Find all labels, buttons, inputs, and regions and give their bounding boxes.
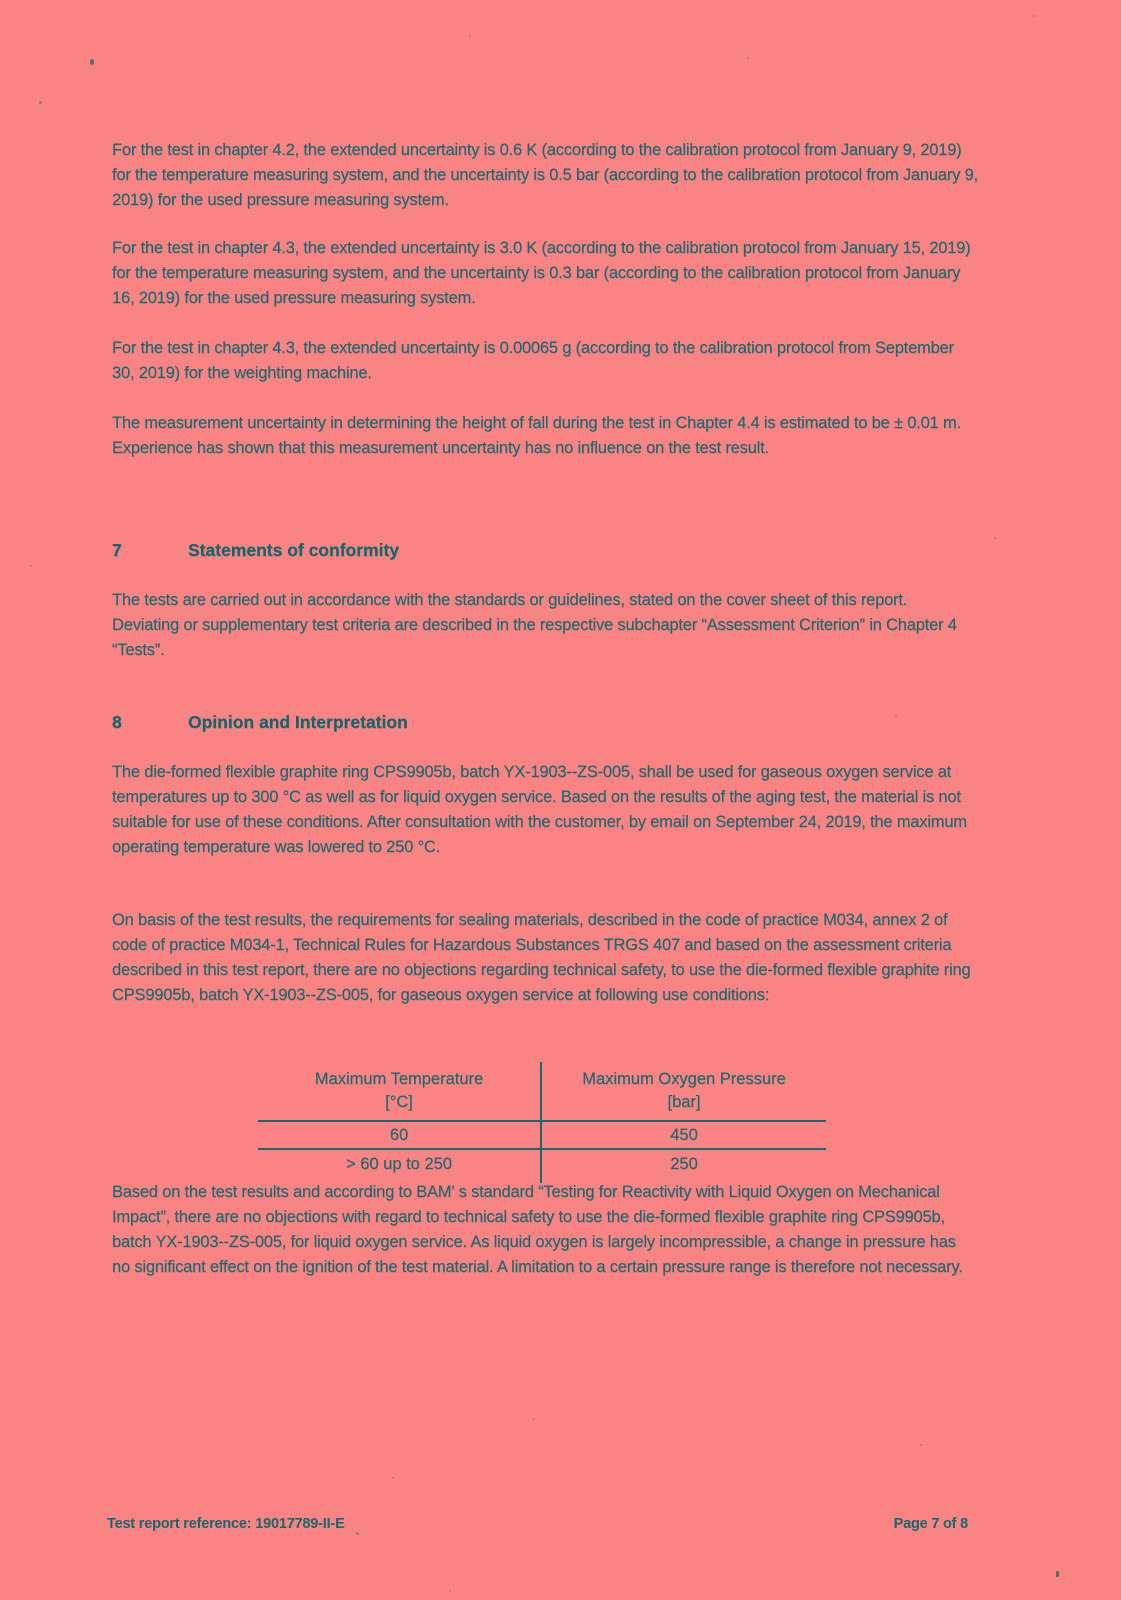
paragraph-statements-of-conformity: The tests are carried out in accordance with the standards or guidelines, stated on the cover sheet of this report. Deviating or supplementary test criteria are described in the respective subchapter “Assessment Criterion” in Chapter 4 “Tests”. [112, 591, 957, 659]
section-number: 8 [112, 712, 122, 732]
paragraph-uncertainty-height-of-fall: The measurement uncertainty in determining the height of fall during the test in Chapter 4.4 is estimated to be ± 0.01 m. Experience has shown that this measurement uncertainty has no influence on the test result. [112, 414, 961, 457]
scan-speck [533, 1418, 535, 1420]
scan-speck [1056, 1571, 1059, 1577]
scan-speck [30, 565, 32, 567]
paragraph-opinion-liquid-oxygen: Based on the test results and according to BAM' s standard “Testing for Reactivity with Liquid Oxygen on Mechanical Impact”, there are no objections with regard to technical safety to use the die-formed flexible graphite ring CPS9905b, batch YX-1903--ZS-005, for liquid oxygen service. As liquid oxygen is largely incompressible, a change in pressure has no significant effect on the ignition of the test material. A limitation to a certain pressure range is therefore not necessary. [112, 1183, 963, 1276]
scan-speck [449, 1590, 451, 1592]
table-header-label: Maximum Temperature [314, 1070, 484, 1088]
use-conditions-table [258, 1062, 826, 1183]
paragraph-uncertainty-chapter-4-3-temperature: For the test in chapter 4.3, the extended uncertainty is 3.0 K (according to the calibration protocol from January 15, 2019) for the temperature measuring system, and the uncertainty is 0.3 bar (according to the calibration protocol from January 16, 2019) for the used pressure measuring system. [112, 239, 971, 307]
table-header-unit: [°C] [385, 1093, 413, 1111]
section-number: 7 [112, 540, 122, 560]
table-header-max-temperature [258, 1062, 542, 1122]
scan-speck [39, 101, 42, 104]
scan-speck [392, 1477, 394, 1479]
scan-speck [356, 1532, 359, 1535]
table-cell-temperature: 60 [258, 1122, 542, 1150]
section-heading-opinion-and-interpretation [112, 712, 978, 733]
section-title: Opinion and Interpretation [188, 712, 408, 732]
paragraph-opinion-use-conditions: On basis of the test results, the requirements for sealing materials, described in the code of practice M034, annex 2 of code of practice M034-1, Technical Rules for Hazardous Substances TRGS 407 and based on the assessment criteria described in this test report, there are no objections regarding technical safety, to use the die-formed flexible graphite ring CPS9905b, batch YX-1903--ZS-005, for gaseous oxygen service at following use conditions: [112, 911, 971, 1004]
paragraph-uncertainty-chapter-4-3-weighting: For the test in chapter 4.3, the extended uncertainty is 0.00065 g (according to the calibration protocol from September 30, 2019) for the weighting machine. [112, 339, 954, 382]
scan-speck [895, 715, 897, 717]
scan-speck [1033, 15, 1035, 17]
table-cell-pressure: 250 [670, 1155, 698, 1173]
scan-speck [994, 537, 996, 539]
scan-speck [747, 57, 749, 59]
table-header-unit: [bar] [667, 1093, 701, 1111]
table-header-max-oxygen-pressure [542, 1062, 826, 1122]
table-cell-temperature: > 60 up to 250 [258, 1150, 542, 1183]
paragraph-uncertainty-chapter-4-2: For the test in chapter 4.2, the extended uncertainty is 0.6 K (according to the calibration protocol from January 9, 2019) for the temperature measuring system, and the uncertainty is 0.5 bar (according to the calibration protocol from January 9, 2019) for the used pressure measuring system. [112, 141, 978, 209]
table-header-label: Maximum Oxygen Pressure [582, 1070, 786, 1088]
paragraph-opinion-gaseous-oxygen: The die-formed flexible graphite ring CPS9905b, batch YX-1903--ZS-005, shall be used for gaseous oxygen service at temperatures up to 300 °C as well as for liquid oxygen service. Based on the results of the aging test, the material is not suitable for use of these conditions. After consultation with the customer, by email on September 24, 2019, the maximum operating temperature was lowered to 250 °C. [112, 763, 967, 856]
table-cell-pressure: 450 [542, 1122, 826, 1150]
scan-speck [920, 1444, 922, 1446]
section-title: Statements of conformity [188, 540, 399, 560]
scan-speck [469, 35, 471, 37]
scan-speck [90, 59, 94, 65]
footer-test-report-reference: Test report reference: 19017789-II-E [107, 1516, 345, 1532]
footer-page-number: Page 7 of 8 [893, 1516, 968, 1532]
section-heading-statements-of-conformity [112, 540, 978, 561]
